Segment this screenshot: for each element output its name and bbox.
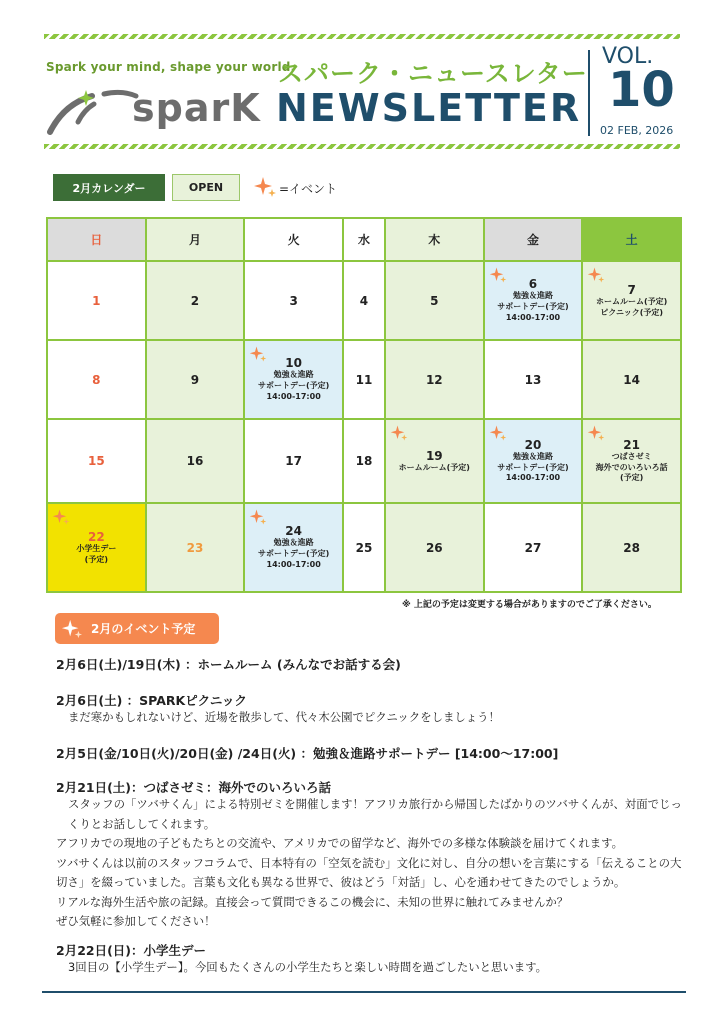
calendar-day-21: 21 つばさゼミ 海外でのいろいろ話 (予定) <box>582 419 681 503</box>
calendar-day-11: 11 <box>343 340 385 419</box>
sparkle-icon <box>489 424 507 442</box>
calendar-day-22: 22 小学生デー (予定) <box>47 503 146 592</box>
header-sun: 日 <box>47 218 146 261</box>
calendar-day-17: 17 <box>244 419 343 503</box>
logo-wordmark: sparK <box>132 86 261 130</box>
calendar-week <box>47 261 681 340</box>
calendar-day-8: 8 <box>47 340 146 419</box>
open-legend: OPEN <box>172 174 240 201</box>
issue-date: 02 FEB, 2026 <box>600 124 674 137</box>
calendar-day-23: 23 <box>146 503 245 592</box>
calendar-week <box>47 503 681 592</box>
calendar-label: 2月カレンダー <box>53 174 165 201</box>
calendar-day-18: 18 <box>343 419 385 503</box>
calendar-day-2: 2 <box>146 261 245 340</box>
header-top-stripe <box>44 34 680 39</box>
calendar-day-15: 15 <box>47 419 146 503</box>
calendar-day-12: 12 <box>385 340 484 419</box>
newsletter-title-en: NEWSLETTER <box>276 86 582 130</box>
tagline: Spark your mind, shape your world. <box>46 60 296 74</box>
event-body-elementary-day: 3回目の【小学生デー】。今回もたくさんの小学生たちと楽しい時間を過ごしたいと思います。 <box>68 960 548 974</box>
calendar-day-9: 9 <box>146 340 245 419</box>
calendar-week <box>47 419 681 503</box>
calendar-header-row <box>47 218 681 261</box>
header-tue: 火 <box>244 218 343 261</box>
calendar-day-28: 28 <box>582 503 681 592</box>
february-calendar <box>46 217 682 593</box>
event-title-picnic: 2月6日(土) ：SPARKピクニック <box>56 693 247 708</box>
calendar-note: ※ 上記の予定は変更する場合がありますのでご了承ください。 <box>402 600 657 610</box>
header-mon: 月 <box>146 218 245 261</box>
newsletter-title-jp: スパーク・ニュースレター <box>278 59 588 88</box>
calendar-day-24: 24 勉強＆進路 サポートデー(予定) 14:00-17:00 <box>244 503 343 592</box>
calendar-day-10: 10 勉強＆進路 サポートデー(予定) 14:00-17:00 <box>244 340 343 419</box>
events-heading <box>55 613 219 644</box>
event-body-picnic: まだ寒かもしれないけど、近場を散歩して、代々木公園でピクニックをしましょう！ <box>68 710 500 724</box>
calendar-day-26: 26 <box>385 503 484 592</box>
sparkle-icon <box>249 345 267 363</box>
calendar-day-1: 1 <box>47 261 146 340</box>
calendar-day-19: 19 ホームルーム(予定) <box>385 419 484 503</box>
sparkle-icon <box>253 175 277 199</box>
event-body-tsubasa-seminar: スタッフの「ツバサくん」による特別ゼミを開催します！アフリカ旅行から帰国したばかりのツバサくんが、対面でじっくりとお話ししてくれます。 アフリカでの現地の子どもたちとの交流や、アメリカでの留学など、海外での多様な体験談を届けてくれます。 ツバサくんは以前のスタッフコラムで、日本特有の「空気を読む」文化に対し、自分の想いを言葉にする「伝えることの大切さ」を綴っていました。言葉も文化も異なる世界で、彼はどう「対話」し、心を通わせてきたのでしょうか。 リアルな海外生活や旅の記録。直接会って質問できるこの機会に、未知の世界に触れてみませんか？ ぜひ気軽に参加してください！ <box>56 797 682 928</box>
header-bottom-stripe <box>44 144 680 149</box>
calendar-day-3: 3 <box>244 261 343 340</box>
event-title-support-day: 2月5日(金/10日(火)/20日(金) /24日(火) ：勉強＆進路サポートデー [14:00〜17:00] <box>56 746 559 761</box>
event-legend-label: =イベント <box>279 182 338 196</box>
sparkle-icon <box>587 266 605 284</box>
calendar-day-27: 27 <box>484 503 583 592</box>
calendar-week <box>47 340 681 419</box>
sparkle-icon <box>249 508 267 526</box>
sparkle-icon <box>489 266 507 284</box>
header-divider <box>588 50 590 136</box>
calendar-day-6: 6 勉強＆進路 サポートデー(予定) 14:00-17:00 <box>484 261 583 340</box>
event-title-tsubasa-seminar: 2月21日(土)：つばさゼミ：海外でのいろいろ話 <box>56 780 332 795</box>
events-heading-label: 2月のイベント予定 <box>91 622 196 636</box>
calendar-day-14: 14 <box>582 340 681 419</box>
header-fri: 金 <box>484 218 583 261</box>
footer-divider <box>42 991 686 993</box>
volume-number: 10 <box>608 62 675 118</box>
calendar-day-13: 13 <box>484 340 583 419</box>
sparkle-icon <box>587 424 605 442</box>
sparkle-icon <box>52 508 70 526</box>
volume-label: VOL. <box>602 44 654 69</box>
calendar-day-16: 16 <box>146 419 245 503</box>
header-thu: 木 <box>385 218 484 261</box>
calendar-day-25: 25 <box>343 503 385 592</box>
event-title-homeroom: 2月6日(土)/19日(木) ：ホームルーム (みんなでお話する会) <box>56 657 401 672</box>
calendar-day-4: 4 <box>343 261 385 340</box>
calendar-day-5: 5 <box>385 261 484 340</box>
header-sat: 土 <box>582 218 681 261</box>
header-wed: 水 <box>343 218 385 261</box>
calendar-day-7: 7 ホームルーム(予定) ピクニック(予定) <box>582 261 681 340</box>
sparkle-icon <box>61 618 83 640</box>
calendar-day-20: 20 勉強＆進路 サポートデー(予定) 14:00-17:00 <box>484 419 583 503</box>
sparkle-icon <box>390 424 408 442</box>
event-title-elementary-day: 2月22日(日)：小学生デー <box>56 943 207 958</box>
